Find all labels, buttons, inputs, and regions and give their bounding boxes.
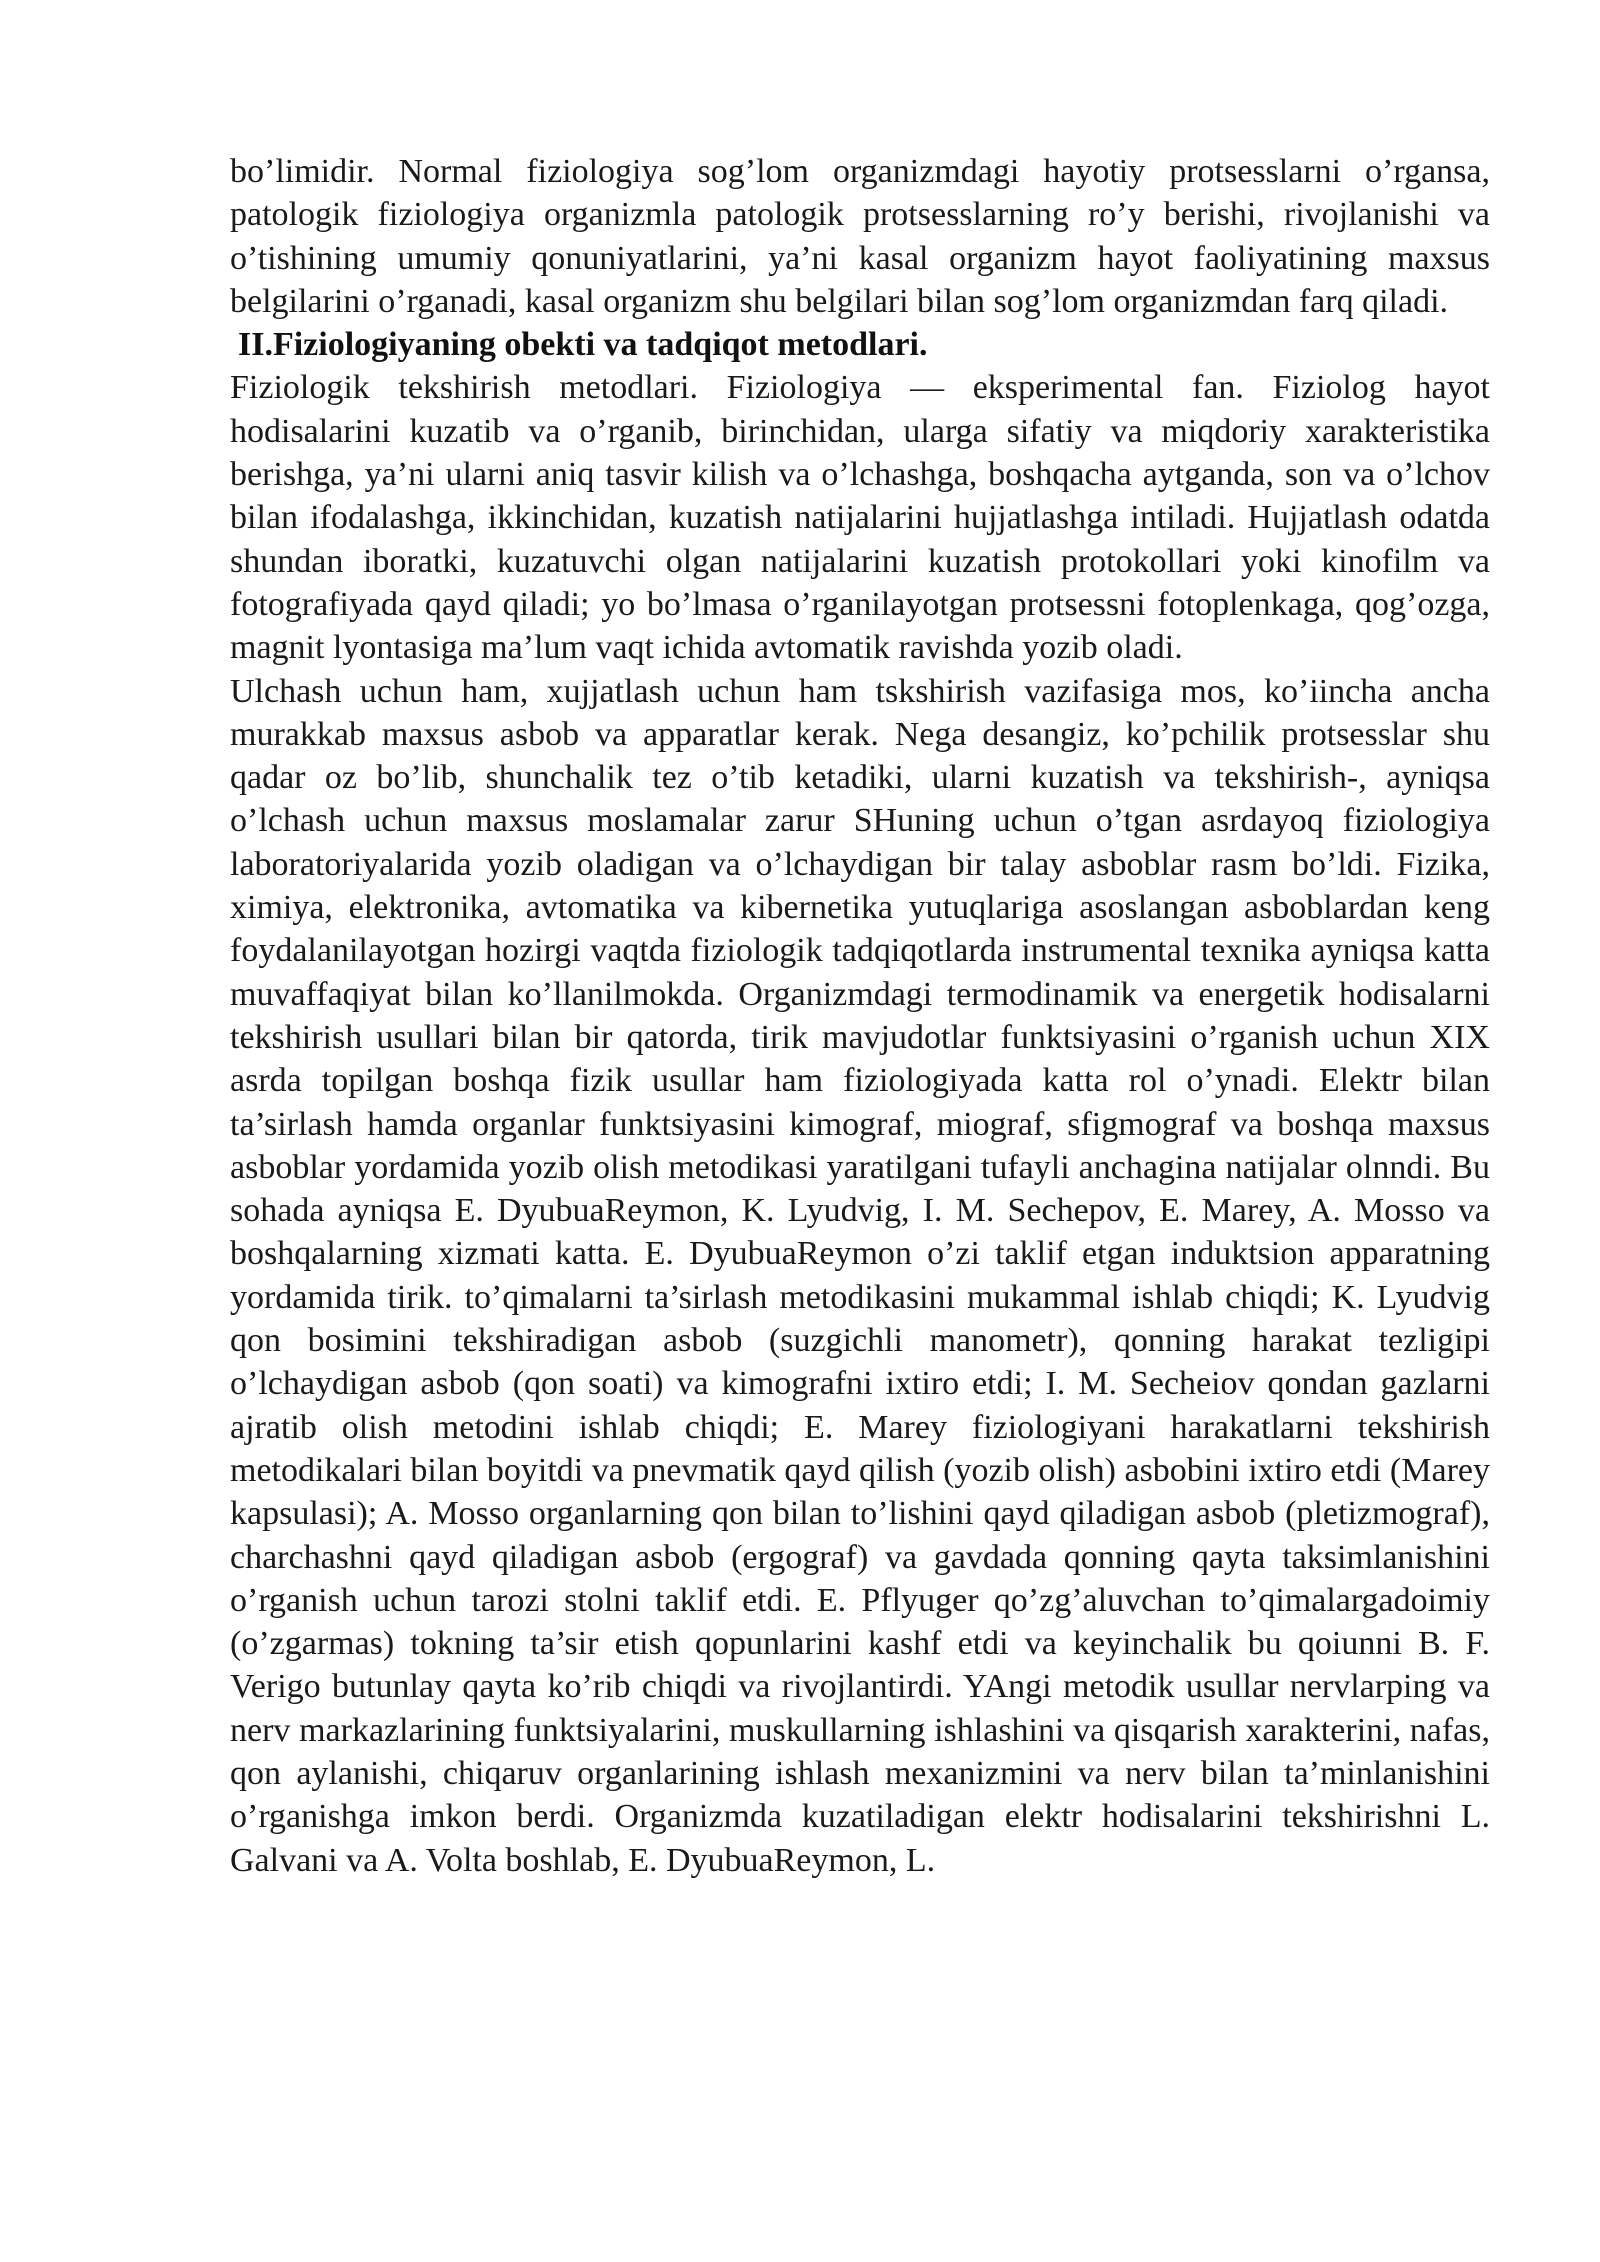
paragraph-intro: bo’limidir. Normal fiziologiya sog’lom organizmdagi hayotiy protsesslarni o’rgansa, patologik fiziologiya organizmla patologik protsesslarning ro’y berishi, rivojlanishi va o’tishining umumiy qonuniyatlarini, ya’ni kasal organizm hayot faoliyatining maxsus belgilarini o’rganadi, kasal organizm shu belgilari bilan sog’lom organizmdan farq qiladi.	[230, 153, 1490, 320]
paragraph-instruments: Ulchash uchun ham, xujjatlash uchun ham tskshirish vazifasiga mos, ko’iincha ancha murakkab maxsus asbob va apparatlar kerak. Nega desangiz, ko’pchilik protsesslar shu qadar oz bo’lib, shunchalik tez o’tib ketadiki, ularni kuzatish va tekshirish-, ayniqsa o’lchash uchun maxsus moslamalar zarur SHuning uchun o’tgan asrdayoq fiziologiya laboratoriyalarida yozib oladigan va o’lchaydigan bir talay asboblar rasm bo’ldi. Fizika, ximiya, elektronika, avtomatika va kibernetika yutuqlariga asoslangan asboblardan keng foydalanilayotgan hozirgi vaqtda fiziologik tadqiqotlarda instrumental texnika ayniqsa katta muvaffaqiyat bilan ko’llanilmokda. Organizmdagi termodinamik va energetik hodisalarni tekshirish usullari bilan bir qatorda, tirik mavjudotlar funktsiyasini o’rganish uchun XIX asrda topilgan boshqa fizik usullar ham fiziologiyada katta rol o’ynadi. Elektr bilan ta’sirlash hamda organlar funktsiyasini kimograf, miograf, sfigmograf va boshqa maxsus asboblar yordamida yozib olish metodikasi yaratilgani tufayli anchagina natijalar olnndi. Bu sohada ayniqsa E. DyubuaReymon, K. Lyudvig, I. M. Sechepov, E. Marey, A. Mosso va boshqalarning xizmati katta. E. DyubuaReymon o’zi taklif etgan induktsion apparatning yordamida tirik. to’qimalarni ta’sirlash metodikasini mukammal ishlab chiqdi; K. Lyudvig qon bosimini tekshiradigan asbob (suzgichli manometr), qonning harakat tezligipi o’lchaydigan asbob (qon soati) va kimografni ixtiro etdi; I. M. Secheiov qondan gazlarni ajratib olish metodini ishlab chiqdi; E. Marey fiziologiyani harakatlarni tekshirish metodikalari bilan boyitdi va pnevmatik qayd qilish (yozib olish) asbobini ixtiro etdi (Marey kapsulasi); A. Mosso organlarning qon bilan to’lishini qayd qiladigan asbob (pletizmograf), charchashni qayd qiladigan asbob (ergograf) va gavdada qonning qayta taksimlanishini o’rganish uchun tarozi stolni taklif etdi. E. Pflyuger qo’zg’aluvchan to’qimalargadoimiy (o’zgarmas) tokning ta’sir etish qopunlarini kashf etdi va keyinchalik bu qoiunni B. F. Verigo butunlay qayta ko’rib chiqdi va rivojlantirdi. YAngi metodik usullar nervlarping va nerv markazlarining funktsiyalarini, muskullarning ishlashini va qisqarish xarakterini, nafas, qon aylanishi, chiqaruv organlarining ishlash mexanizmini va nerv bilan ta’minlanishini o’rganishga imkon berdi. Organizmda kuzatiladigan elektr hodisalarini tekshirishni L. Galvani va A. Volta boshlab, E. DyubuaReymon, L.	[230, 672, 1490, 1879]
paragraph-methods: Fiziologik tekshirish metodlari. Fiziologiya — eksperimental fan. Fiziolog hayot hodisalarini kuzatib va o’rganib, birinchidan, ularga sifatiy va miqdoriy xarakteristika berishga, ya’ni ularni aniq tasvir kilish va o’lchashga, boshqacha aytganda, son va o’lchov bilan ifodalashga, ikkinchidan, kuzatish natijalarini hujjatlashga intiladi. Hujjatlash odatda shundan iboratki, kuzatuvchi olgan natijalarini kuzatish protokollari yoki kinofilm va fotografiyada qayd qiladi; yo bo’lmasa o’rganilayotgan protsessni fotoplenkaga, qog’ozga, magnit lyontasiga ma’lum vaqt ichida avtomatik ravishda yozib oladi.	[230, 369, 1490, 667]
section-heading: II.Fiziologiyaning obekti va tadqiqot metodlari.	[238, 326, 928, 364]
document-page	[230, 150, 1490, 1882]
